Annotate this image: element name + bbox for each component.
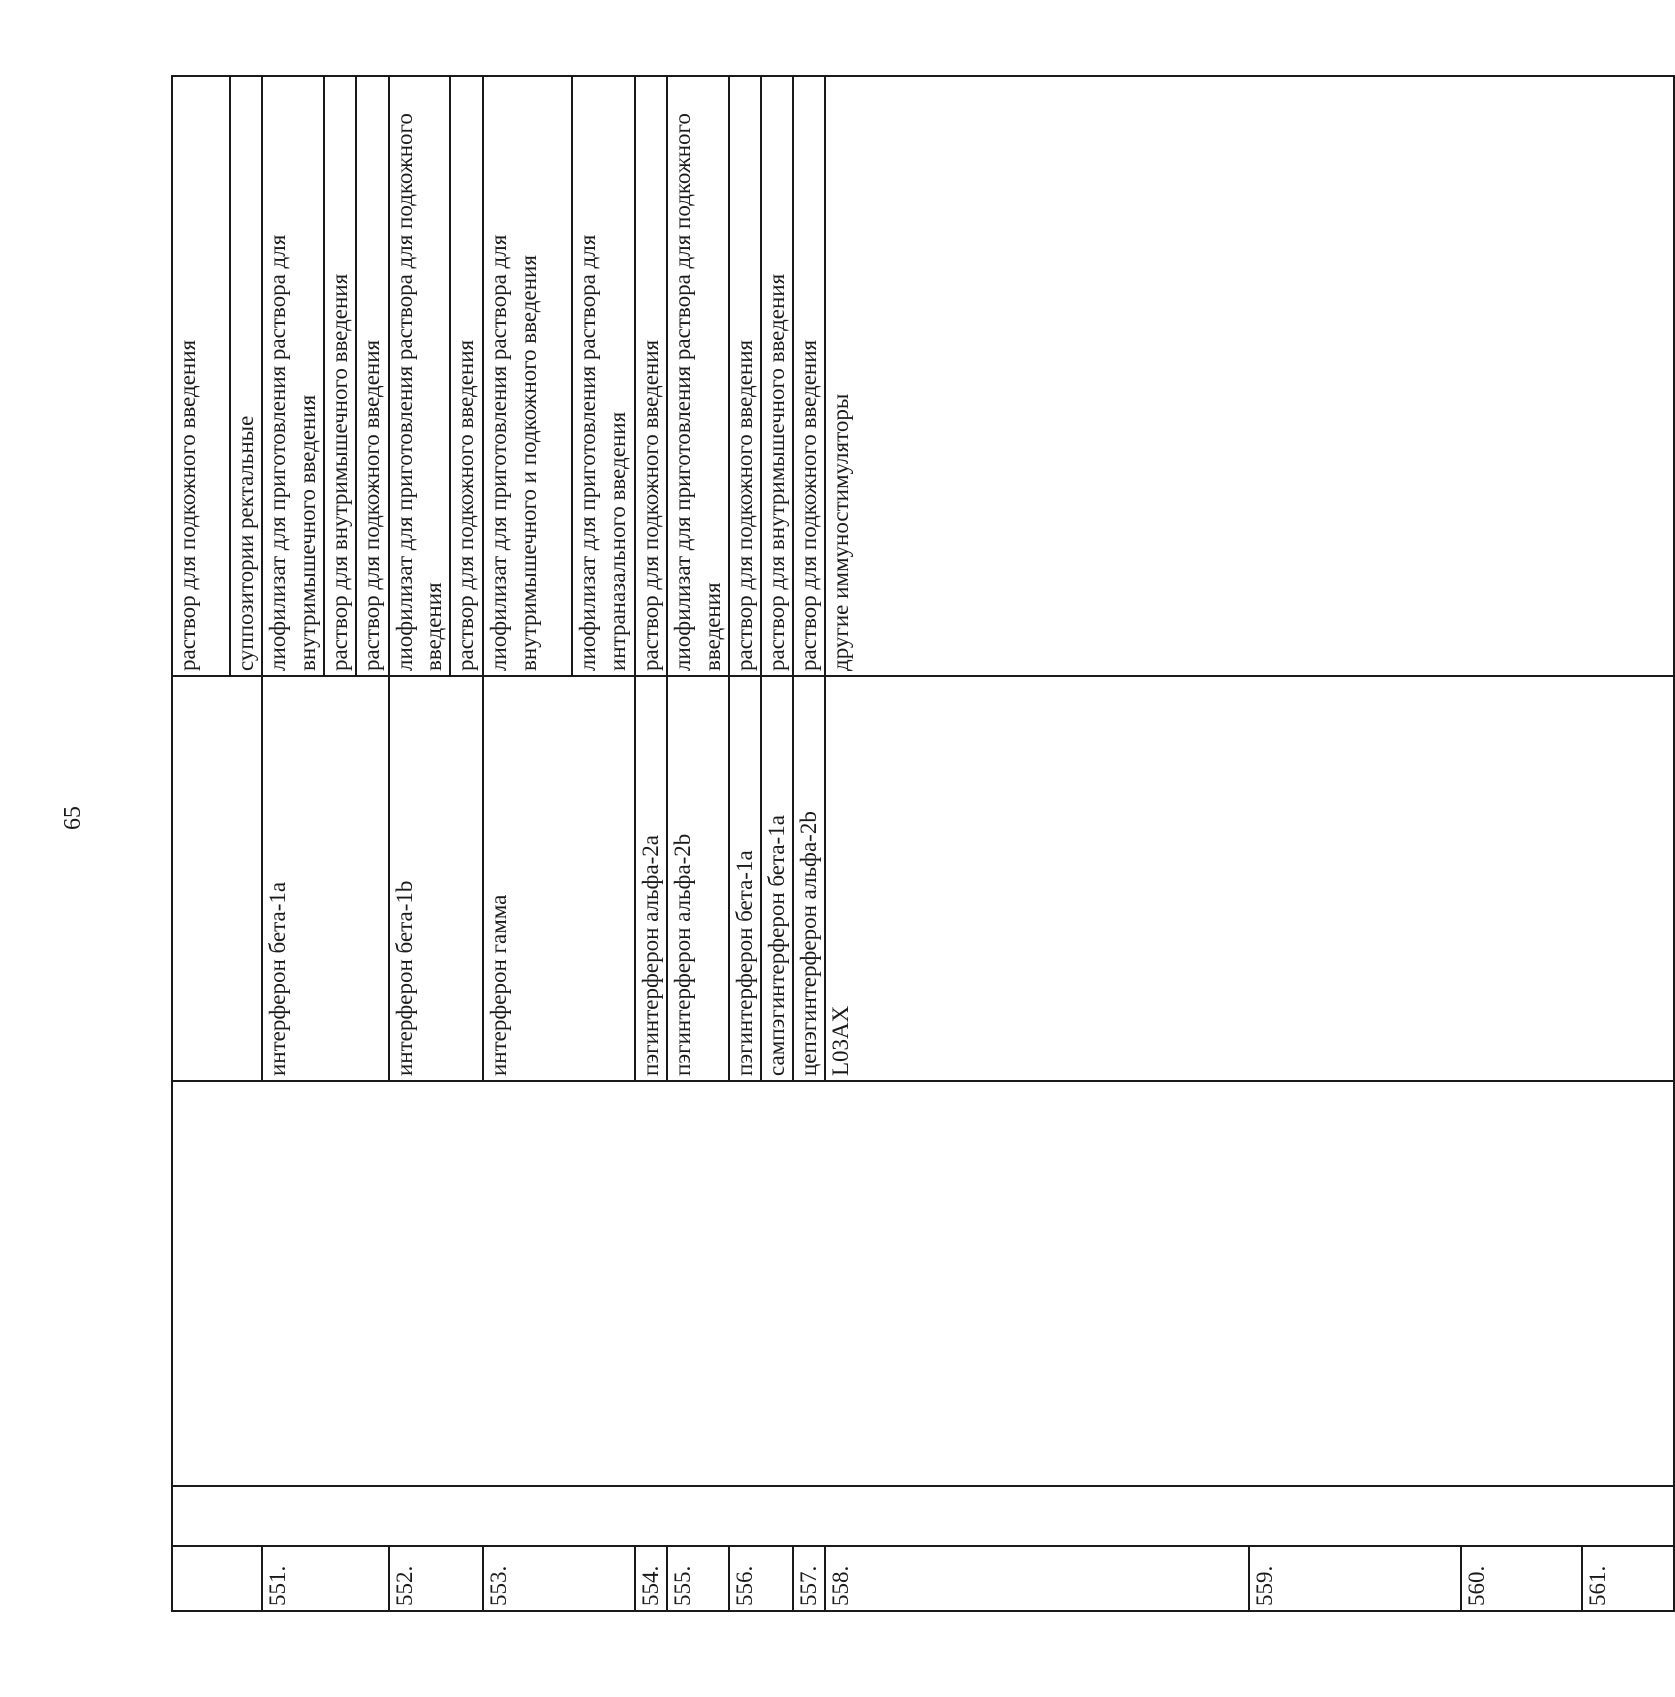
- drug-name: сампэгинтерферон бета-1a: [761, 676, 793, 1081]
- drug-name: пэгинтерферон бета-1a: [729, 676, 761, 1081]
- row-number: 552.: [389, 1546, 484, 1611]
- row-number: 557.: [793, 1546, 825, 1611]
- drug-name: [172, 676, 262, 1081]
- dosage-form: суппозитории ректальные: [230, 76, 262, 676]
- row-number: 554.: [635, 1546, 667, 1611]
- table-frame: [171, 77, 1611, 1612]
- row-number: 551.: [262, 1546, 389, 1611]
- group-cell: [172, 1081, 1674, 1486]
- group-name: другие иммуностимуляторы: [825, 76, 1674, 676]
- row-number: 556.: [729, 1546, 793, 1611]
- dosage-form: лиофилизат для приготовления раствора для подкожного введения: [667, 76, 729, 676]
- atc-code: L03AX: [825, 676, 1674, 1081]
- row-number: 559.: [1249, 1546, 1460, 1611]
- row-number: 558.: [825, 1546, 1249, 1611]
- dosage-form: лиофилизат для приготовления раствора для внутримышечного и подкожного введения: [483, 76, 572, 676]
- drug-name: интерферон бета-1b: [389, 676, 484, 1081]
- dosage-form: раствор для подкожного введения: [172, 76, 230, 676]
- dosage-form: раствор для подкожного введения: [635, 76, 667, 676]
- dosage-form: раствор для подкожного введения: [793, 76, 825, 676]
- dosage-form: раствор для внутримышечного введения: [761, 76, 793, 676]
- row-number: 561.: [1582, 1546, 1674, 1611]
- row-number: 555.: [667, 1546, 729, 1611]
- drug-name: пэгинтерферон альфа-2b: [667, 676, 729, 1081]
- dosage-form: раствор для подкожного введения: [450, 76, 483, 676]
- dosage-form: раствор для подкожного введения: [356, 76, 389, 676]
- drug-name: интерферон гамма: [483, 676, 635, 1081]
- page-number: 65: [60, 806, 86, 830]
- row-number: 553.: [483, 1546, 635, 1611]
- drug-name: цепэгинтерферон альфа-2b: [793, 676, 825, 1081]
- drug-name: интерферон бета-1a: [262, 676, 389, 1081]
- dosage-form: лиофилизат для приготовления раствора для интраназального введения: [572, 76, 635, 676]
- dosage-form: раствор для внутримышечного введения: [324, 76, 356, 676]
- drug-table: [171, 75, 1675, 1612]
- row-number: 560.: [1461, 1546, 1583, 1611]
- dosage-form: лиофилизат для приготовления раствора для внутримышечного введения: [262, 76, 324, 676]
- dosage-form: раствор для подкожного введения: [729, 76, 761, 676]
- atc-code-cell: [172, 1486, 1674, 1546]
- drug-name: пэгинтерферон альфа-2a: [635, 676, 667, 1081]
- dosage-form: лиофилизат для приготовления раствора для подкожного введения: [389, 76, 451, 676]
- row-number: [172, 1546, 262, 1611]
